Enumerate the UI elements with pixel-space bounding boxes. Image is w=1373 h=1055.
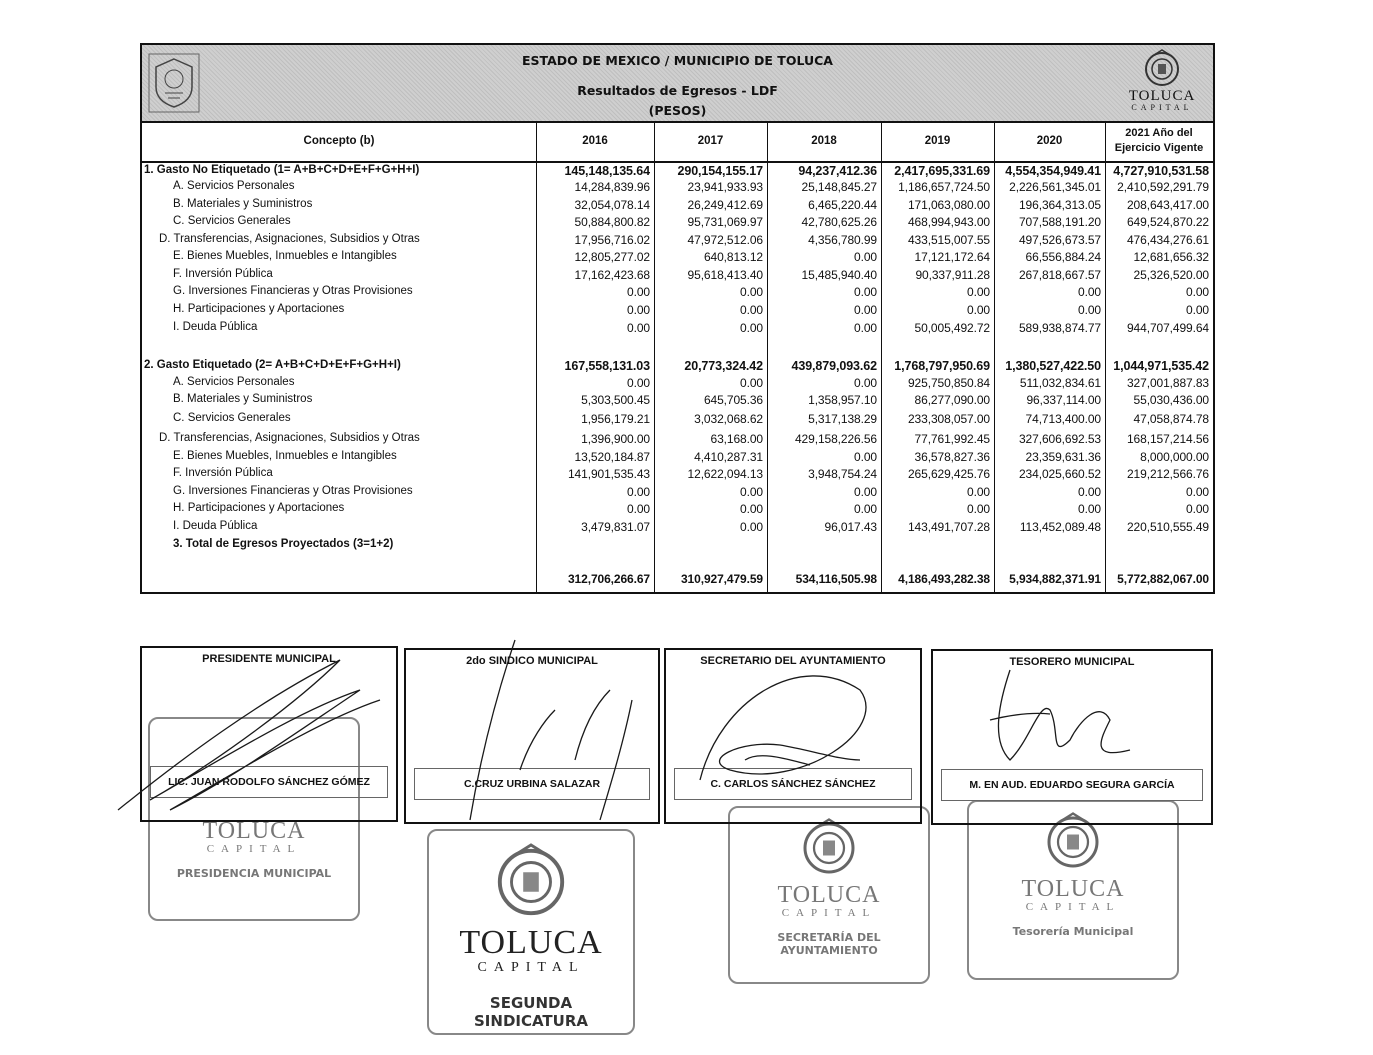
- row-value: 0.00: [854, 485, 877, 499]
- row-value: 25,148,845.27: [801, 180, 877, 194]
- stamp-label: PRESIDENCIA MUNICIPAL: [176, 867, 332, 880]
- row-value: 5,317,138.29: [808, 412, 877, 426]
- official-stamp: [427, 829, 635, 1035]
- official-stamp: [728, 806, 930, 984]
- row-value: 0.00: [1078, 502, 1101, 516]
- table-row: [142, 249, 1213, 266]
- stamp-toluca: TOLUCA: [777, 882, 881, 908]
- row-value: 32,054,078.14: [574, 198, 650, 212]
- table-row: [142, 537, 1213, 554]
- row-value: 12,622,094.13: [687, 467, 763, 481]
- row-value: 4,554,354,949.41: [1005, 164, 1101, 178]
- row-value: 3,032,068.62: [694, 412, 763, 426]
- row-value: 66,556,884.24: [1025, 250, 1101, 264]
- row-value: 1,380,527,422.50: [1005, 359, 1101, 373]
- stamp-toluca: TOLUCA: [1021, 876, 1125, 902]
- signature-box: [140, 646, 398, 822]
- row-label: I. Deuda Pública: [173, 520, 258, 532]
- table-row: [142, 375, 1213, 392]
- table-row: [142, 484, 1213, 501]
- row-value: 233,308,057.00: [907, 412, 990, 426]
- report-units: (PESOS): [648, 103, 707, 118]
- row-label: B. Materiales y Suministros: [173, 198, 313, 210]
- table-row: [142, 320, 1213, 337]
- signatory-name: LIC. JUAN RODOLFO SÁNCHEZ GÓMEZ: [150, 766, 388, 798]
- row-value: 429,158,226.56: [794, 432, 877, 446]
- row-value: 589,938,874.77: [1018, 321, 1101, 335]
- totals-row: [142, 571, 1213, 588]
- table-row: [142, 449, 1213, 466]
- row-value: 13,520,184.87: [574, 450, 650, 464]
- official-stamp: [967, 800, 1179, 980]
- total-value: 534,116,505.98: [795, 572, 877, 586]
- row-value: 4,356,780.99: [808, 233, 877, 247]
- row-value: 12,681,656.32: [1133, 250, 1209, 264]
- row-value: 143,491,707.28: [907, 520, 990, 534]
- row-label: C. Servicios Generales: [173, 412, 291, 424]
- signatory-role: SECRETARIO DEL AYUNTAMIENTO: [700, 655, 886, 667]
- signature-box: [404, 648, 660, 824]
- report-subtitle: Resultados de Egresos - LDF: [577, 83, 778, 98]
- row-value: 0.00: [627, 285, 650, 299]
- row-label: H. Participaciones y Aportaciones: [173, 303, 345, 315]
- row-value: 476,434,276.61: [1126, 233, 1209, 247]
- row-label: A. Servicios Personales: [173, 376, 295, 388]
- row-label: F. Inversión Pública: [173, 268, 273, 280]
- table-row: [142, 411, 1213, 428]
- total-value: 312,706,266.67: [567, 572, 650, 586]
- total-value: 5,772,882,067.00: [1117, 572, 1209, 586]
- stamp-capital: CAPITAL: [206, 843, 302, 855]
- row-value: 925,750,850.84: [907, 376, 990, 390]
- row-value: 26,249,412.69: [687, 198, 763, 212]
- table-row: [142, 232, 1213, 249]
- row-value: 1,396,900.00: [581, 432, 650, 446]
- stamp-toluca: TOLUCA: [202, 818, 306, 844]
- signatory-role: PRESIDENTE MUNICIPAL: [202, 653, 336, 665]
- column-header: 2018: [811, 134, 837, 147]
- row-value: 327,606,692.53: [1018, 432, 1101, 446]
- row-value: 96,337,114.00: [1026, 393, 1101, 407]
- row-value: 47,058,874.78: [1133, 412, 1209, 426]
- row-value: 20,773,324.42: [684, 359, 763, 373]
- signatory-name: C.CRUZ URBINA SALAZAR: [414, 768, 650, 800]
- row-label: F. Inversión Pública: [173, 467, 273, 479]
- toluca-logo: [1121, 49, 1203, 119]
- row-label: E. Bienes Muebles, Inmuebles e Intangibles: [173, 450, 397, 462]
- row-value: 0.00: [1078, 485, 1101, 499]
- stamp-toluca: TOLUCA: [459, 924, 603, 961]
- table-row: [142, 501, 1213, 518]
- row-value: 77,761,992.45: [914, 432, 990, 446]
- row-label: 1. Gasto No Etiquetado (1= A+B+C+D+E+F+G+H+I): [144, 164, 420, 176]
- row-value: 511,032,834.61: [1019, 376, 1101, 390]
- row-value: 468,994,943.00: [907, 215, 990, 229]
- row-value: 171,063,080.00: [907, 198, 990, 212]
- row-value: 0.00: [740, 520, 763, 534]
- row-value: 168,157,214.56: [1126, 432, 1209, 446]
- row-value: 0.00: [854, 502, 877, 516]
- row-value: 327,001,887.83: [1126, 376, 1209, 390]
- row-value: 1,044,971,535.42: [1113, 359, 1209, 373]
- total-value: 310,927,479.59: [680, 572, 763, 586]
- column-header: 2016: [582, 134, 608, 147]
- row-value: 0.00: [627, 485, 650, 499]
- row-label: 2. Gasto Etiquetado (2= A+B+C+D+E+F+G+H+I): [144, 359, 401, 371]
- table-row: [142, 179, 1213, 196]
- row-value: 113,452,089.48: [1019, 520, 1101, 534]
- table-row: [142, 392, 1213, 409]
- row-value: 0.00: [967, 285, 990, 299]
- table-row: [142, 358, 1213, 375]
- row-value: 0.00: [854, 376, 877, 390]
- stamp-capital: CAPITAL: [477, 960, 585, 975]
- row-value: 94,237,412.36: [798, 164, 877, 178]
- row-value: 167,558,131.03: [564, 359, 650, 373]
- row-value: 17,121,172.64: [914, 250, 990, 264]
- row-value: 1,768,797,950.69: [894, 359, 990, 373]
- row-value: 0.00: [854, 250, 877, 264]
- row-value: 8,000,000.00: [1140, 450, 1209, 464]
- row-value: 944,707,499.64: [1126, 321, 1209, 335]
- row-value: 23,359,631.36: [1025, 450, 1101, 464]
- row-value: 50,005,492.72: [914, 321, 990, 335]
- column-header: 2020: [1036, 134, 1063, 147]
- row-value: 96,017.43: [824, 520, 877, 534]
- row-value: 0.00: [967, 485, 990, 499]
- row-value: 145,148,135.64: [564, 164, 650, 178]
- table-row: [142, 163, 1213, 180]
- column-header: 2021 Año del Ejercicio Vigente: [1114, 127, 1204, 154]
- table-row: [142, 284, 1213, 301]
- total-value: 4,186,493,282.38: [898, 572, 990, 586]
- report-grid: [142, 121, 1213, 592]
- row-value: 4,410,287.31: [694, 450, 763, 464]
- row-value: 645,705.36: [703, 393, 763, 407]
- row-value: 141,901,535.43: [567, 467, 650, 481]
- row-value: 47,972,512.06: [687, 233, 763, 247]
- row-label: I. Deuda Pública: [173, 321, 258, 333]
- row-label: D. Transferencias, Asignaciones, Subsidios y Otras: [159, 432, 420, 444]
- row-value: 0.00: [740, 376, 763, 390]
- logo-text: TOLUCA: [1128, 88, 1196, 104]
- row-value: 1,956,179.21: [581, 412, 650, 426]
- row-value: 25,326,520.00: [1133, 268, 1209, 282]
- row-value: 3,948,754.24: [808, 467, 877, 481]
- signature-box: [931, 649, 1213, 825]
- row-value: 12,805,277.02: [574, 250, 650, 264]
- row-value: 6,465,220.44: [808, 198, 877, 212]
- row-value: 0.00: [1078, 303, 1101, 317]
- signatory-role: TESORERO MUNICIPAL: [1009, 656, 1135, 668]
- signature-box: [664, 648, 922, 824]
- row-value: 1,358,957.10: [808, 393, 877, 407]
- row-value: 0.00: [627, 376, 650, 390]
- column-header: 2019: [924, 134, 951, 147]
- row-value: 649,524,870.22: [1126, 215, 1209, 229]
- row-value: 36,578,827.36: [914, 450, 990, 464]
- row-value: 0.00: [740, 303, 763, 317]
- row-value: 0.00: [967, 502, 990, 516]
- row-value: 439,879,093.62: [791, 359, 877, 373]
- row-label: 3. Total de Egresos Proyectados (3=1+2): [173, 538, 394, 550]
- column-header: Concepto (b): [303, 134, 375, 147]
- row-value: 0.00: [627, 321, 650, 335]
- row-value: 196,364,313.05: [1018, 198, 1101, 212]
- stamp-crest-icon: [429, 843, 633, 926]
- row-value: 220,510,555.49: [1126, 520, 1209, 534]
- report-title: ESTADO DE MEXICO / MUNICIPIO DE TOLUCA: [522, 53, 833, 68]
- row-value: 219,212,566.76: [1126, 467, 1209, 481]
- row-value: 0.00: [627, 303, 650, 317]
- row-value: 0.00: [1186, 285, 1209, 299]
- row-value: 433,515,007.55: [907, 233, 990, 247]
- row-value: 42,780,625.26: [801, 215, 877, 229]
- row-value: 74,713,400.00: [1025, 412, 1101, 426]
- row-label: C. Servicios Generales: [173, 215, 291, 227]
- row-value: 234,025,660.52: [1018, 467, 1101, 481]
- row-value: 0.00: [1078, 285, 1101, 299]
- row-value: 267,818,667.57: [1018, 268, 1101, 282]
- logo-subtext: CAPITAL: [1131, 103, 1193, 112]
- signatory-name: C. CARLOS SÁNCHEZ SÁNCHEZ: [674, 768, 912, 800]
- table-row: [142, 214, 1213, 231]
- stamp-label: Tesorería Municipal: [1012, 925, 1134, 938]
- row-value: 0.00: [854, 321, 877, 335]
- row-value: 0.00: [967, 303, 990, 317]
- signatory-role: 2do SINDICO MUNICIPAL: [466, 655, 598, 667]
- row-value: 208,643,417.00: [1126, 198, 1209, 212]
- row-value: 0.00: [740, 321, 763, 335]
- row-value: 2,417,695,331.69: [894, 164, 990, 178]
- row-value: 0.00: [627, 502, 650, 516]
- row-value: 23,941,933.93: [687, 180, 763, 194]
- row-value: 2,226,561,345.01: [1009, 180, 1101, 194]
- row-value: 0.00: [1186, 303, 1209, 317]
- row-value: 640,813.12: [703, 250, 763, 264]
- row-label: E. Bienes Muebles, Inmuebles e Intangibles: [173, 250, 397, 262]
- stamp-capital: CAPITAL: [781, 907, 877, 919]
- row-value: 86,277,090.00: [914, 393, 990, 407]
- row-value: 95,618,413.40: [687, 268, 763, 282]
- row-value: 0.00: [854, 285, 877, 299]
- row-label: A. Servicios Personales: [173, 180, 295, 192]
- row-label: B. Materiales y Suministros: [173, 393, 313, 405]
- table-row: [142, 519, 1213, 536]
- row-value: 15,485,940.40: [801, 268, 877, 282]
- row-value: 0.00: [740, 502, 763, 516]
- row-label: G. Inversiones Financieras y Otras Provisiones: [173, 285, 413, 297]
- table-row: [142, 431, 1213, 448]
- report-banner: [142, 45, 1213, 123]
- row-value: 55,030,436.00: [1133, 393, 1209, 407]
- toluca-crest-icon: [1142, 49, 1182, 89]
- row-value: 90,337,911.28: [915, 268, 990, 282]
- stamp-capital: CAPITAL: [1025, 901, 1121, 913]
- row-value: 17,162,423.68: [574, 268, 650, 282]
- row-value: 0.00: [740, 485, 763, 499]
- row-label: H. Participaciones y Aportaciones: [173, 502, 345, 514]
- report-table: [140, 43, 1215, 594]
- row-value: 5,303,500.45: [581, 393, 650, 407]
- stamp-crest-icon: [730, 818, 928, 883]
- row-value: 0.00: [854, 450, 877, 464]
- row-value: 3,479,831.07: [581, 520, 650, 534]
- row-value: 14,284,839.96: [574, 180, 650, 194]
- row-value: 0.00: [1186, 502, 1209, 516]
- stamp-label: SEGUNDA SINDICATURA: [474, 994, 588, 1030]
- row-value: 290,154,155.17: [677, 164, 763, 178]
- row-value: 497,526,673.57: [1018, 233, 1101, 247]
- row-value: 0.00: [740, 285, 763, 299]
- row-value: 50,884,800.82: [574, 215, 650, 229]
- row-value: 707,588,191.20: [1018, 215, 1101, 229]
- row-value: 1,186,657,724.50: [898, 180, 990, 194]
- row-value: 63,168.00: [710, 432, 763, 446]
- row-value: 0.00: [1186, 485, 1209, 499]
- row-label: D. Transferencias, Asignaciones, Subsidios y Otras: [159, 233, 420, 245]
- row-value: 2,410,592,291.79: [1117, 180, 1209, 194]
- row-label: G. Inversiones Financieras y Otras Provisiones: [173, 485, 413, 497]
- row-value: 95,731,069.97: [687, 215, 763, 229]
- table-row: [142, 466, 1213, 483]
- row-value: 17,956,716.02: [574, 233, 650, 247]
- stamp-label: SECRETARÍA DEL AYUNTAMIENTO: [777, 931, 881, 957]
- table-row: [142, 197, 1213, 214]
- table-row: [142, 302, 1213, 319]
- row-value: 0.00: [854, 303, 877, 317]
- column-header: 2017: [697, 134, 724, 147]
- table-row: [142, 267, 1213, 284]
- total-value: 5,934,882,371.91: [1009, 572, 1101, 586]
- row-value: 265,629,425.76: [907, 467, 990, 481]
- signatory-name: M. EN AUD. EDUARDO SEGURA GARCÍA: [941, 769, 1203, 801]
- row-value: 4,727,910,531.58: [1113, 164, 1209, 178]
